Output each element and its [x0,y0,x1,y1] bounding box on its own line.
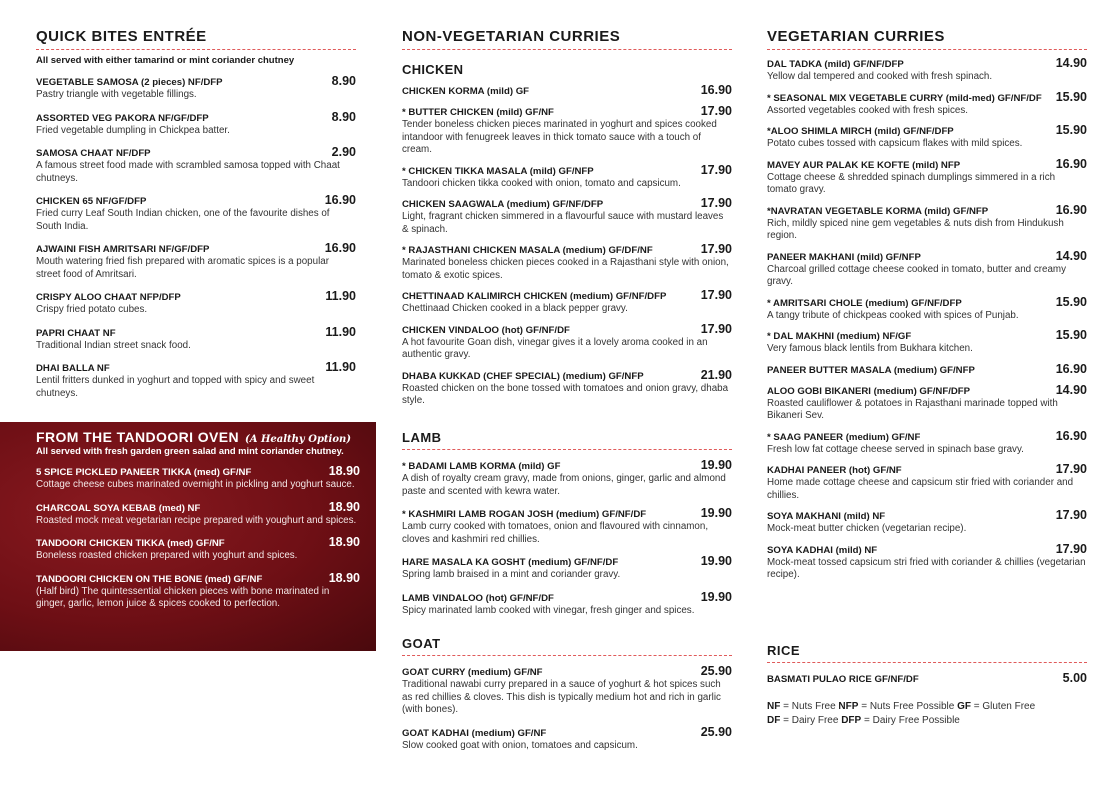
menu-item-description: Cottage cheese cubes marinated overnight in pickling and yoghurt sauce. [36,479,355,490]
menu-item-name: SAMOSA CHAAT NF/DFP [36,148,151,159]
menu-item [36,535,360,563]
menu-item-row [767,508,1087,523]
menu-item-description: Home made cottage cheese and capsicum stir fried with coriander and chillies. [767,477,1074,501]
menu-item-price: 19.90 [700,506,732,520]
tandoori-section [0,422,376,651]
menu-item-row [402,458,732,473]
menu-item-description: Mouth watering fried fish prepared with aromatic spices is a popular street food of Amritsari. [36,256,329,280]
menu-item [767,249,1087,289]
menu-item-row [36,535,360,550]
menu-item-name: CHETTINAAD KALIMIRCH CHICKEN (medium) GF/NF/DFP [402,291,667,302]
menu-item-description: A famous street food made with scrambled samosa topped with Chaat chutneys. [36,160,340,184]
menu-item-description: Traditional Indian street snack food. [36,339,191,351]
menu-item-name: * RAJASTHANI CHICKEN MASALA (medium) GF/DF/NF [402,245,653,256]
legend-code: DF [767,715,781,726]
menu-item-name: SOYA MAKHANI (mild) NF [767,511,886,522]
menu-item-price: 16.90 [700,83,732,97]
menu-item-price: 18.90 [328,499,360,514]
menu-item-row [36,325,356,340]
menu-item [402,664,732,717]
menu-item-description: Mock-meat butter chicken (vegetarian recipe). [767,523,967,534]
section-intro: All served with fresh garden green salad and mint coriander chutney. [36,445,344,456]
menu-item-description: Fried vegetable dumpling in Chickpea batter. [36,124,230,136]
menu-item-name: *ALOO SHIMLA MIRCH (mild) GF/NF/DFP [767,126,954,137]
menu-item-name: KADHAI PANEER (hot) GF/NF [767,465,902,476]
menu-item [36,110,356,138]
menu-item-name: DHAI BALLA NF [36,363,110,374]
menu-item-description: Slow cooked goat with onion, tomatoes and capsicum. [402,739,638,751]
menu-item-row [767,123,1087,138]
menu-item [36,289,356,317]
tandoori-list [36,464,360,611]
menu-item-row [767,157,1087,172]
menu-item-name: * BUTTER CHICKEN (mild) GF/NF [402,107,554,118]
menu-item-price: 18.90 [328,570,360,585]
menu-item [402,725,732,753]
section-title: VEGETARIAN CURRIES [767,28,1087,50]
menu-item [767,462,1087,502]
menu-item-row [402,590,732,605]
menu-item-name: TANDOORI CHICKEN TIKKA (med) GF/NF [36,538,225,549]
menu-item-price: 25.90 [700,664,732,678]
menu-item-price: 16.90 [324,193,356,207]
menu-item-name: * CHICKEN TIKKA MASALA (mild) GF/NFP [402,165,594,177]
menu-item-description: Lamb curry cooked with tomatoes, onion and flavoured with cinnamon, cloves and kashmiri red chillies. [402,521,709,545]
menu-item-description: Traditional nawabi curry prepared in a sauce of yoghurt & hot spices such as red chillies & cloves. This dish is typically medium hot and rich in garlic (with bones). [402,679,721,715]
menu-item-row [36,145,356,160]
menu-item-name: LAMB VINDALOO (hot) GF/NF/DF [402,592,554,604]
menu-item [402,288,732,316]
menu-item-price: 16.90 [1055,361,1087,376]
menu-item-row [767,295,1087,310]
menu-item-description: Marinated boneless chicken pieces cooked in a Rajasthani style with onion, tomato & exotic spices. [402,257,729,281]
menu-item-row [402,242,732,257]
menu-item-name: PANEER BUTTER MASALA (medium) GF/NFP [767,364,975,376]
legend-line-1 [767,700,1087,714]
menu-item [767,56,1087,84]
menu-item-description: (Half bird) The quintessential chicken pieces with bone marinated in ginger, garlic, lemon juice & spices cooked to perfection. [36,585,330,609]
menu-item [767,203,1087,243]
menu-item-row [402,506,732,521]
menu-item-name: CHICKEN VINDALOO (hot) GF/NF/DF [402,324,570,336]
menu-item-description: A tangy tribute of chickpeas cooked with spices of Punjab. [767,309,1019,321]
menu-item-price: 17.90 [700,242,732,256]
menu-item [36,571,360,611]
quick-bites-section [36,28,356,400]
menu-item-description: Cottage cheese & shredded spinach dumplings simmered in a rich tomato gravy. [767,171,1056,195]
menu-item-name: * AMRITSARI CHOLE (medium) GF/NF/DFP [767,297,962,309]
menu-item-name: BASMATI PULAO RICE GF/NF/DF [767,674,919,685]
menu-item [767,383,1087,423]
menu-item-name: GOAT CURRY (medium) GF/NF [402,667,543,678]
menu-item [402,322,732,362]
menu-item [36,360,356,400]
legend-meaning: = Nuts Free [780,701,839,712]
legend-code: NF [767,701,781,712]
menu-item-price: 16.90 [324,241,356,255]
menu-item-row [402,288,732,303]
menu-item-description: Mock-meat tossed capsicum stri fried with coriander & chillies (vegetarian recipe). [767,556,1086,580]
menu-item [767,90,1087,118]
menu-item-description: Yellow dal tempered and cooked with fresh spinach. [767,71,993,82]
menu-item-name: TANDOORI CHICKEN ON THE BONE (med) GF/NF [36,573,263,585]
menu-item-price: 11.90 [325,360,356,374]
goat-section [402,636,732,752]
menu-item-price: 5.00 [1062,671,1087,685]
menu-item-name: AJWAINI FISH AMRITSARI NF/GF/DFP [36,244,210,255]
menu-item [767,123,1087,151]
menu-item-name: GOAT KADHAI (medium) GF/NF [402,727,547,739]
menu-item-price: 16.90 [1055,428,1087,443]
menu-item-name: MAVEY AUR PALAK KE KOFTE (mild) NFP [767,159,961,171]
menu-item-price: 2.90 [331,145,356,159]
menu-item-price: 16.90 [1055,156,1087,171]
menu-item [402,242,732,282]
menu-item-row [402,725,732,740]
menu-item-price: 18.90 [328,535,360,549]
menu-item-price: 17.90 [1055,541,1087,556]
menu-item-name: CRISPY ALOO CHAAT NFP/DFP [36,292,181,303]
menu-item-description: Very famous black lentils from Bukhara kitchen. [767,343,973,354]
legend-code: NFP [838,701,859,712]
menu-item-row [402,196,732,211]
menu-item [402,83,732,98]
menu-item-row [402,368,732,383]
legend-meaning: = Dairy Free Possible [861,715,960,726]
menu-item-description: A hot favourite Goan dish, vinegar gives it a lovely aroma cooked in an authentic gravy. [402,336,708,360]
menu-item [402,163,732,191]
rice-title: RICE [767,643,1087,663]
section-intro: All served with either tamarind or mint coriander chutney [36,55,295,66]
menu-item [767,542,1087,582]
menu-item-row [767,362,1087,377]
menu-item-name: CHICKEN 65 NF/GF/DFP [36,196,147,207]
lamb-title: LAMB [402,430,732,450]
menu-item-price: 8.90 [331,109,356,124]
menu-item-price: 15.90 [1055,294,1087,309]
menu-item-price: 17.90 [700,104,732,118]
menu-item-price: 17.90 [700,321,732,336]
menu-item-description: Fresh low fat cottage cheese served in spinach base gravy. [767,443,1024,455]
menu-item-price: 16.90 [1055,202,1087,217]
menu-item-name: DHABA KUKKAD (CHEF SPECIAL) (medium) GF/NFP [402,370,644,382]
menu-item-name: PANEER MAKHANI (mild) GF/NFP [767,251,921,263]
menu-item-row [36,500,360,515]
menu-item-row [767,203,1087,218]
menu-item [402,506,732,546]
menu-item-price: 17.90 [700,288,732,302]
rice-list [767,671,1087,686]
menu-item-description: Pastry triangle with vegetable fillings. [36,89,197,100]
menu-item-price: 21.90 [700,367,732,382]
menu-item-row [36,360,356,375]
menu-item-name: *NAVRATAN VEGETABLE KORMA (mild) GF/NFP [767,205,989,217]
menu-item-name: CHICKEN KORMA (mild) GF [402,86,530,97]
veg-section [767,28,1087,582]
menu-item-row [767,462,1087,477]
menu-item-row [402,664,732,679]
menu-item-row [767,56,1087,71]
dietary-legend [767,700,1087,728]
menu-item-description: Fried curry Leaf South Indian chicken, one of the favourite dishes of South India. [36,208,330,232]
menu-item-row [402,104,732,119]
menu-item-row [767,542,1087,557]
menu-item-description: Tandoori chicken tikka cooked with onion, tomato and capsicum. [402,177,681,189]
menu-item [36,500,360,528]
menu-item [402,458,732,498]
menu-item-row [36,289,356,304]
legend-meaning: = Nuts Free Possible [858,701,958,712]
menu-item-row [402,83,732,98]
rice-section [767,643,1087,728]
menu-item-description: A dish of royalty cream gravy, made from onions, ginger, garlic and almond paste and scented with kewra water. [402,473,726,497]
legend-code: DFP [841,715,862,726]
menu-item-description: Boneless roasted chicken prepared with yoghurt and spices. [36,550,298,561]
lamb-section [402,430,732,617]
menu-item-price: 14.90 [1055,56,1087,70]
menu-item [36,464,360,492]
menu-item [767,157,1087,197]
menu-item-name: 5 SPICE PICKLED PANEER TIKKA (med) GF/NF [36,467,252,478]
menu-item-name: PAPRI CHAAT NF [36,327,116,339]
menu-item-description: Assorted vegetables cooked with fresh spices. [767,104,968,116]
menu-item [767,429,1087,457]
menu-item-description: Spring lamb braised in a mint and coriander gravy. [402,569,621,580]
section-title: NON-VEGETARIAN CURRIES [402,28,732,50]
menu-item-description: Tender boneless chicken pieces marinated in yoghurt and spices cooked intandoor with fenugreek leaves in thick tomato sauce with a touch of cream. [402,119,717,155]
menu-item-name: * SAAG PANEER (medium) GF/NF [767,431,921,443]
menu-item [402,554,732,582]
lamb-list [402,458,732,617]
menu-item-price: 19.90 [700,554,732,568]
menu-item [767,295,1087,323]
menu-item-price: 17.90 [700,162,732,177]
menu-item-name: ALOO GOBI BIKANERI (medium) GF/NF/DFP [767,385,971,397]
menu-item-price: 18.90 [328,464,360,478]
menu-item-description: Lentil fritters dunked in yoghurt and topped with spicy and sweet chutneys. [36,375,315,399]
menu-item-description: Crispy fried potato cubes. [36,304,148,315]
menu-item-description: Roasted chicken on the bone tossed with tomatoes and onion gravy, dhaba style. [402,382,729,406]
menu-item [402,590,732,618]
menu-item-description: Charcoal grilled cottage cheese cooked in tomato, butter and creamy gravy. [767,263,1066,287]
menu-item-name: * SEASONAL MIX VEGETABLE CURRY (mild-med) GF/NF/DF [767,92,1042,104]
legend-line-2 [767,714,1087,728]
menu-item-row [36,464,360,479]
legend-meaning: = Dairy Free [780,715,842,726]
menu-item-price: 19.90 [700,589,732,604]
healthy-option-tag: (A Healthy Option) [244,434,352,445]
menu-item [767,508,1087,536]
menu-item-description: Spicy marinated lamb cooked with vinegar, fresh ginger and spices. [402,604,695,616]
section-title: FROM THE TANDOORI OVEN [36,429,239,445]
menu-item-name: * KASHMIRI LAMB ROGAN JOSH (medium) GF/NF/DF [402,509,647,520]
menu-item-row [767,328,1087,343]
menu-item-name: CHICKEN SAAGWALA (medium) GF/NF/DFP [402,199,604,210]
menu-item [36,193,356,233]
menu-item-description: Potato cubes tossed with capsicum flakes with mild spices. [767,138,1023,149]
goat-list [402,664,732,752]
menu-item-name: DAL TADKA (mild) GF/NF/DFP [767,59,904,70]
menu-item-name: VEGETABLE SAMOSA (2 pieces) NF/DFP [36,77,223,88]
menu-item-description: Roasted mock meat vegetarian recipe prepared with youghurt and spices. [36,514,357,526]
chicken-title: CHICKEN [402,62,464,77]
menu-item-row [402,322,732,337]
menu-item-price: 11.90 [325,324,356,339]
section-title: QUICK BITES ENTRÉE [36,28,356,50]
menu-item-price: 17.90 [1055,462,1087,476]
menu-item-row [36,193,356,208]
menu-item-price: 15.90 [1055,89,1087,104]
menu-item-price: 25.90 [700,724,732,739]
menu-item [36,325,356,353]
menu-item-row [767,429,1087,444]
menu-item-row [36,241,356,256]
menu-item-price: 17.90 [700,196,732,210]
menu-item-name: * BADAMI LAMB KORMA (mild) GF [402,461,561,472]
menu-item [402,368,732,408]
menu-item [402,104,732,157]
menu-item-price: 8.90 [331,74,356,88]
menu-item-price: 15.90 [1055,123,1087,137]
menu-item [36,241,356,281]
menu-item-row [402,554,732,569]
menu-item [36,145,356,185]
menu-item-price: 15.90 [1055,328,1087,342]
menu-item-name: * DAL MAKHNI (medium) NF/GF [767,331,912,342]
menu-item [402,196,732,236]
quick-bites-list [36,74,356,400]
menu-item-row [767,249,1087,264]
legend-meaning: = Gluten Free [970,701,1036,712]
menu-item-row [767,90,1087,105]
menu-item-row [767,383,1087,398]
menu-item [767,671,1087,686]
menu-item [36,74,356,102]
menu-item-description: Light, fragrant chicken simmered in a flavourful sauce with mustard leaves & spinach. [402,211,724,235]
non-veg-section [402,28,732,408]
menu-item-name: ASSORTED VEG PAKORA NF/GF/DFP [36,112,209,124]
menu-item-row [767,671,1087,686]
menu-item-description: Rich, mildly spiced nine gem vegetables & nuts dish from Hindukush region. [767,217,1064,241]
menu-item [767,328,1087,356]
menu-item-name: CHARCOAL SOYA KEBAB (med) NF [36,502,201,514]
menu-item-price: 14.90 [1055,382,1087,397]
menu-item-description: Chettinaad Chicken cooked in a black pepper gravy. [402,303,628,314]
menu-item-name: HARE MASALA KA GOSHT (medium) GF/NF/DF [402,557,619,568]
menu-item-price: 11.90 [325,289,356,303]
menu-item-row [402,163,732,178]
menu-item-row [36,571,360,586]
menu-item [767,362,1087,377]
menu-item-row [36,74,356,89]
chicken-list [402,83,732,408]
menu-item-price: 17.90 [1055,508,1087,522]
menu-item-row [36,110,356,125]
menu-item-description: Roasted cauliflower & potatoes in Rajasthani marinade topped with Bikaneri Sev. [767,397,1058,421]
goat-title: GOAT [402,636,732,656]
veg-list [767,56,1087,582]
menu-item-price: 14.90 [1055,248,1087,263]
menu-item-name: SOYA KADHAI (mild) NF [767,544,878,556]
tandoori-header [36,429,360,445]
legend-code: GF [957,701,971,712]
menu-item-price: 19.90 [700,458,732,472]
